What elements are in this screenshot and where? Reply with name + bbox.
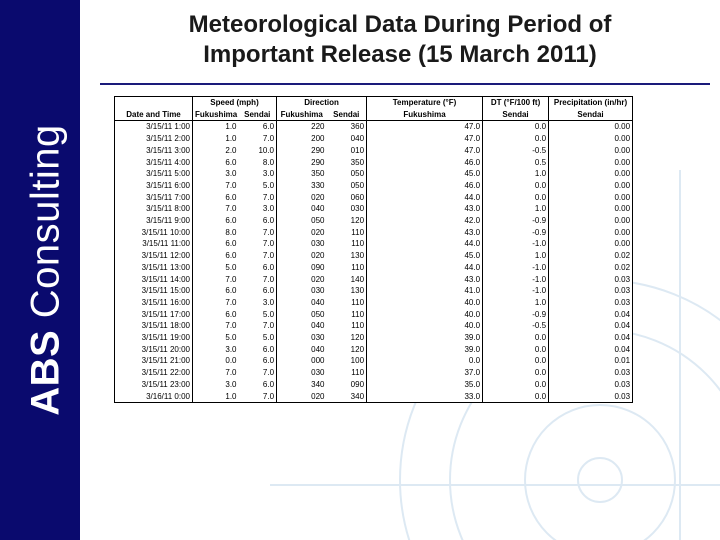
table-row [115, 285, 633, 297]
cell-temperature: 43.0 [367, 203, 483, 215]
cell-speed-sendai: 5.0 [239, 180, 277, 192]
cell-speed-sendai: 7.0 [239, 238, 277, 250]
cell-speed-fukushima: 6.0 [225, 286, 237, 296]
cell-speed-sendai: 6.0 [239, 379, 277, 391]
cell-dt: 0.0 [483, 355, 549, 367]
cell-dt: -1.0 [483, 262, 549, 274]
table-row [115, 391, 633, 403]
cell-date-time: 3/15/11 18:00 [115, 320, 193, 332]
header-temperature: Temperature (°F) [367, 97, 483, 109]
cell-direction-sendai: 360 [327, 121, 367, 133]
cell-direction-fukushima: 030 [311, 368, 325, 378]
cell-direction-sendai: 030 [327, 203, 367, 215]
header-direction: Direction [277, 97, 367, 109]
cell-speed-fukushima: 8.0 [225, 227, 237, 237]
cell-dt: 1.0 [483, 297, 549, 309]
cell-direction-fukushima: 040 [311, 297, 325, 307]
cell-date-time: 3/15/11 23:00 [115, 379, 193, 391]
cell-temperature: 0.0 [367, 355, 483, 367]
cell-speed-sendai: 7.0 [239, 320, 277, 332]
cell-dt: 0.0 [483, 379, 549, 391]
cell-direction-sendai: 050 [327, 180, 367, 192]
cell-speed-sendai: 7.0 [239, 227, 277, 239]
cell-direction-sendai: 110 [327, 262, 367, 274]
cell-direction-sendai: 100 [327, 355, 367, 367]
cell-speed-fukushima: 6.0 [225, 309, 237, 319]
cell-speed-fukushima: 5.0 [225, 333, 237, 343]
cell-precipitation: 0.00 [614, 216, 631, 226]
brand-bold: ABS [23, 329, 68, 416]
page-title [100, 10, 700, 70]
cell-direction-fukushima: 030 [311, 333, 325, 343]
cell-dt: 0.0 [483, 133, 549, 145]
cell-dt: -1.0 [483, 238, 549, 250]
cell-speed-sendai: 3.0 [239, 168, 277, 180]
header-speed: Speed (mph) [193, 97, 277, 109]
cell-speed-fukushima: 7.0 [225, 297, 237, 307]
cell-dt: -1.0 [483, 274, 549, 286]
cell-date-time: 3/15/11 10:00 [115, 227, 193, 239]
subheader-direction-fukushima: Fukushima [277, 109, 327, 121]
cell-temperature: 43.0 [367, 227, 483, 239]
cell-date-time: 3/15/11 2:00 [115, 133, 193, 145]
cell-precipitation: 0.00 [614, 145, 631, 155]
cell-speed-sendai: 7.0 [239, 367, 277, 379]
cell-direction-fukushima: 350 [311, 169, 325, 179]
cell-direction-fukushima: 200 [311, 134, 325, 144]
cell-dt: 0.0 [483, 367, 549, 379]
cell-temperature: 35.0 [367, 379, 483, 391]
cell-speed-fukushima: 3.0 [225, 344, 237, 354]
subheader-dt-sendai: Sendai [483, 109, 549, 121]
cell-date-time: 3/15/11 13:00 [115, 262, 193, 274]
cell-temperature: 39.0 [367, 344, 483, 356]
cell-speed-sendai: 5.0 [239, 309, 277, 321]
cell-precipitation: 0.00 [614, 227, 631, 237]
cell-direction-fukushima: 330 [311, 180, 325, 190]
cell-precipitation: 0.00 [614, 169, 631, 179]
cell-dt: 0.0 [483, 180, 549, 192]
table-row [115, 367, 633, 379]
cell-temperature: 47.0 [367, 133, 483, 145]
cell-dt: 0.0 [483, 121, 549, 133]
cell-speed-fukushima: 6.0 [225, 239, 237, 249]
cell-date-time: 3/15/11 15:00 [115, 285, 193, 297]
cell-speed-sendai: 3.0 [239, 203, 277, 215]
cell-dt: 1.0 [483, 168, 549, 180]
cell-direction-sendai: 110 [327, 238, 367, 250]
cell-date-time: 3/15/11 6:00 [115, 180, 193, 192]
cell-speed-fukushima: 6.0 [225, 216, 237, 226]
cell-precipitation: 0.04 [614, 309, 631, 319]
cell-dt: 0.0 [483, 391, 549, 403]
cell-speed-fukushima: 7.0 [225, 204, 237, 214]
cell-precipitation: 0.04 [614, 333, 631, 343]
cell-speed-fukushima: 2.0 [225, 145, 237, 155]
cell-date-time: 3/15/11 12:00 [115, 250, 193, 262]
data-table-wrapper [114, 96, 632, 403]
subheader-temperature-fukushima: Fukushima [367, 109, 483, 121]
cell-temperature: 47.0 [367, 121, 483, 133]
cell-precipitation: 0.03 [614, 379, 631, 389]
cell-dt: -0.9 [483, 227, 549, 239]
group-header-row [115, 97, 633, 109]
cell-speed-sendai: 7.0 [239, 192, 277, 204]
cell-direction-sendai: 350 [327, 157, 367, 169]
cell-date-time: 3/15/11 19:00 [115, 332, 193, 344]
cell-speed-fukushima: 1.0 [225, 122, 237, 132]
cell-temperature: 39.0 [367, 332, 483, 344]
cell-date-time: 3/15/11 8:00 [115, 203, 193, 215]
cell-direction-sendai: 110 [327, 367, 367, 379]
deco-circle-inner [525, 405, 675, 540]
cell-date-time: 3/15/11 3:00 [115, 145, 193, 157]
cell-date-time: 3/16/11 0:00 [115, 391, 193, 403]
cell-temperature: 46.0 [367, 180, 483, 192]
table-row [115, 320, 633, 332]
cell-precipitation: 0.04 [614, 344, 631, 354]
cell-direction-fukushima: 020 [311, 192, 325, 202]
table-row [115, 355, 633, 367]
cell-precipitation: 0.02 [614, 251, 631, 261]
cell-dt: 0.0 [483, 332, 549, 344]
cell-temperature: 42.0 [367, 215, 483, 227]
cell-precipitation: 0.01 [614, 356, 631, 366]
cell-temperature: 37.0 [367, 367, 483, 379]
cell-direction-fukushima: 040 [311, 321, 325, 331]
cell-precipitation: 0.00 [614, 239, 631, 249]
cell-temperature: 40.0 [367, 320, 483, 332]
cell-speed-sendai: 7.0 [239, 250, 277, 262]
table-row [115, 297, 633, 309]
table-row [115, 262, 633, 274]
cell-dt: 1.0 [483, 203, 549, 215]
cell-speed-fukushima: 7.0 [225, 321, 237, 331]
cell-temperature: 44.0 [367, 192, 483, 204]
cell-dt: 0.5 [483, 157, 549, 169]
cell-precipitation: 0.03 [614, 368, 631, 378]
cell-speed-sendai: 5.0 [239, 332, 277, 344]
cell-direction-fukushima: 030 [311, 239, 325, 249]
cell-direction-fukushima: 040 [311, 344, 325, 354]
cell-temperature: 45.0 [367, 168, 483, 180]
cell-speed-sendai: 7.0 [239, 391, 277, 403]
cell-speed-fukushima: 1.0 [225, 391, 237, 401]
cell-speed-fukushima: 6.0 [225, 157, 237, 167]
cell-direction-fukushima: 220 [311, 122, 325, 132]
cell-direction-fukushima: 050 [311, 309, 325, 319]
cell-direction-fukushima: 020 [311, 274, 325, 284]
subheader-precip-sendai: Sendai [549, 109, 633, 121]
sidebar-band [0, 0, 80, 540]
cell-dt: 0.0 [483, 344, 549, 356]
cell-direction-sendai: 120 [327, 215, 367, 227]
cell-direction-sendai: 040 [327, 133, 367, 145]
cell-temperature: 46.0 [367, 157, 483, 169]
cell-temperature: 40.0 [367, 297, 483, 309]
subheader-speed-sendai: Sendai [239, 109, 277, 121]
table-row [115, 203, 633, 215]
cell-direction-fukushima: 340 [311, 379, 325, 389]
table-row [115, 250, 633, 262]
cell-date-time: 3/15/11 21:00 [115, 355, 193, 367]
cell-speed-sendai: 6.0 [239, 344, 277, 356]
cell-direction-sendai: 120 [327, 332, 367, 344]
cell-direction-sendai: 130 [327, 285, 367, 297]
cell-direction-sendai: 110 [327, 320, 367, 332]
cell-speed-fukushima: 7.0 [225, 180, 237, 190]
cell-speed-sendai: 6.0 [239, 262, 277, 274]
cell-date-time: 3/15/11 17:00 [115, 309, 193, 321]
subheader-speed-fukushima: Fukushima [193, 109, 239, 121]
cell-date-time: 3/15/11 9:00 [115, 215, 193, 227]
cell-direction-sendai: 140 [327, 274, 367, 286]
table-row [115, 227, 633, 239]
cell-date-time: 3/15/11 20:00 [115, 344, 193, 356]
cell-precipitation: 0.02 [614, 262, 631, 272]
brand-logo [24, 124, 69, 416]
table-row [115, 379, 633, 391]
cell-dt: -0.9 [483, 215, 549, 227]
cell-date-time: 3/15/11 4:00 [115, 157, 193, 169]
table-row [115, 238, 633, 250]
subheader-date-time: Date and Time [115, 109, 193, 121]
cell-dt: -1.0 [483, 285, 549, 297]
cell-speed-fukushima: 0.0 [225, 356, 237, 366]
cell-dt: -0.9 [483, 309, 549, 321]
cell-speed-sendai: 6.0 [239, 121, 277, 133]
cell-direction-fukushima: 050 [311, 216, 325, 226]
cell-direction-fukushima: 020 [311, 227, 325, 237]
cell-direction-fukushima: 040 [311, 204, 325, 214]
cell-precipitation: 0.00 [614, 180, 631, 190]
table-row [115, 121, 633, 133]
cell-date-time: 3/15/11 16:00 [115, 297, 193, 309]
cell-direction-sendai: 110 [327, 297, 367, 309]
cell-date-time: 3/15/11 5:00 [115, 168, 193, 180]
cell-date-time: 3/15/11 1:00 [115, 121, 193, 133]
cell-precipitation: 0.00 [614, 134, 631, 144]
meteorological-data-table [114, 96, 633, 403]
cell-temperature: 45.0 [367, 250, 483, 262]
cell-direction-sendai: 120 [327, 344, 367, 356]
cell-date-time: 3/15/11 22:00 [115, 367, 193, 379]
cell-speed-sendai: 8.0 [239, 157, 277, 169]
cell-direction-sendai: 130 [327, 250, 367, 262]
title-line-1: Meteorological Data During Period of [188, 11, 612, 38]
table-row [115, 309, 633, 321]
cell-temperature: 44.0 [367, 262, 483, 274]
cell-dt: -0.5 [483, 145, 549, 157]
header-dt: DT (°F/100 ft) [483, 97, 549, 109]
cell-direction-sendai: 060 [327, 192, 367, 204]
cell-direction-fukushima: 090 [311, 262, 325, 272]
table-row [115, 215, 633, 227]
cell-direction-fukushima: 020 [311, 391, 325, 401]
table-row [115, 145, 633, 157]
cell-direction-fukushima: 020 [311, 251, 325, 261]
cell-precipitation: 0.04 [614, 321, 631, 331]
cell-dt: -0.5 [483, 320, 549, 332]
cell-dt: 0.0 [483, 192, 549, 204]
cell-temperature: 43.0 [367, 274, 483, 286]
cell-speed-sendai: 3.0 [239, 297, 277, 309]
table-row [115, 157, 633, 169]
cell-date-time: 3/15/11 11:00 [115, 238, 193, 250]
table-row [115, 168, 633, 180]
table-row [115, 274, 633, 286]
table-body [115, 121, 633, 403]
cell-speed-fukushima: 3.0 [225, 169, 237, 179]
cell-speed-fukushima: 6.0 [225, 251, 237, 261]
cell-speed-sendai: 6.0 [239, 215, 277, 227]
deco-circle-core [578, 458, 622, 502]
table-row [115, 180, 633, 192]
cell-precipitation: 0.03 [614, 286, 631, 296]
cell-date-time: 3/15/11 7:00 [115, 192, 193, 204]
cell-speed-sendai: 7.0 [239, 133, 277, 145]
cell-direction-sendai: 010 [327, 145, 367, 157]
cell-temperature: 33.0 [367, 391, 483, 403]
cell-speed-fukushima: 3.0 [225, 379, 237, 389]
cell-temperature: 41.0 [367, 285, 483, 297]
sub-header-row [115, 109, 633, 121]
cell-precipitation: 0.03 [614, 297, 631, 307]
cell-direction-sendai: 090 [327, 379, 367, 391]
cell-precipitation: 0.03 [614, 274, 631, 284]
cell-speed-sendai: 10.0 [239, 145, 277, 157]
table-row [115, 133, 633, 145]
cell-direction-fukushima: 290 [311, 157, 325, 167]
cell-precipitation: 0.00 [614, 192, 631, 202]
cell-precipitation: 0.00 [614, 204, 631, 214]
cell-direction-fukushima: 030 [311, 286, 325, 296]
cell-direction-sendai: 050 [327, 168, 367, 180]
subheader-direction-sendai: Sendai [327, 109, 367, 121]
cell-temperature: 40.0 [367, 309, 483, 321]
cell-temperature: 47.0 [367, 145, 483, 157]
cell-speed-sendai: 7.0 [239, 274, 277, 286]
cell-temperature: 44.0 [367, 238, 483, 250]
table-row [115, 344, 633, 356]
cell-direction-sendai: 110 [327, 227, 367, 239]
cell-precipitation: 0.00 [614, 157, 631, 167]
cell-speed-fukushima: 6.0 [225, 192, 237, 202]
cell-precipitation: 0.03 [614, 391, 631, 401]
brand-rest: Consulting [23, 124, 68, 330]
table-row [115, 192, 633, 204]
cell-direction-fukushima: 000 [311, 356, 325, 366]
title-divider [100, 83, 710, 85]
header-precipitation: Precipitation (in/hr) [553, 98, 628, 107]
cell-speed-fukushima: 1.0 [225, 134, 237, 144]
title-line-2: Important Release (15 March 2011) [203, 41, 597, 68]
cell-direction-fukushima: 290 [311, 145, 325, 155]
cell-speed-sendai: 6.0 [239, 355, 277, 367]
header-blank [115, 97, 193, 109]
cell-precipitation: 0.00 [614, 122, 631, 132]
cell-dt: 1.0 [483, 250, 549, 262]
cell-direction-sendai: 340 [327, 391, 367, 403]
cell-date-time: 3/15/11 14:00 [115, 274, 193, 286]
cell-speed-fukushima: 5.0 [225, 262, 237, 272]
cell-speed-fukushima: 7.0 [225, 274, 237, 284]
cell-speed-fukushima: 7.0 [225, 368, 237, 378]
table-row [115, 332, 633, 344]
cell-speed-sendai: 6.0 [239, 285, 277, 297]
cell-direction-sendai: 110 [327, 309, 367, 321]
